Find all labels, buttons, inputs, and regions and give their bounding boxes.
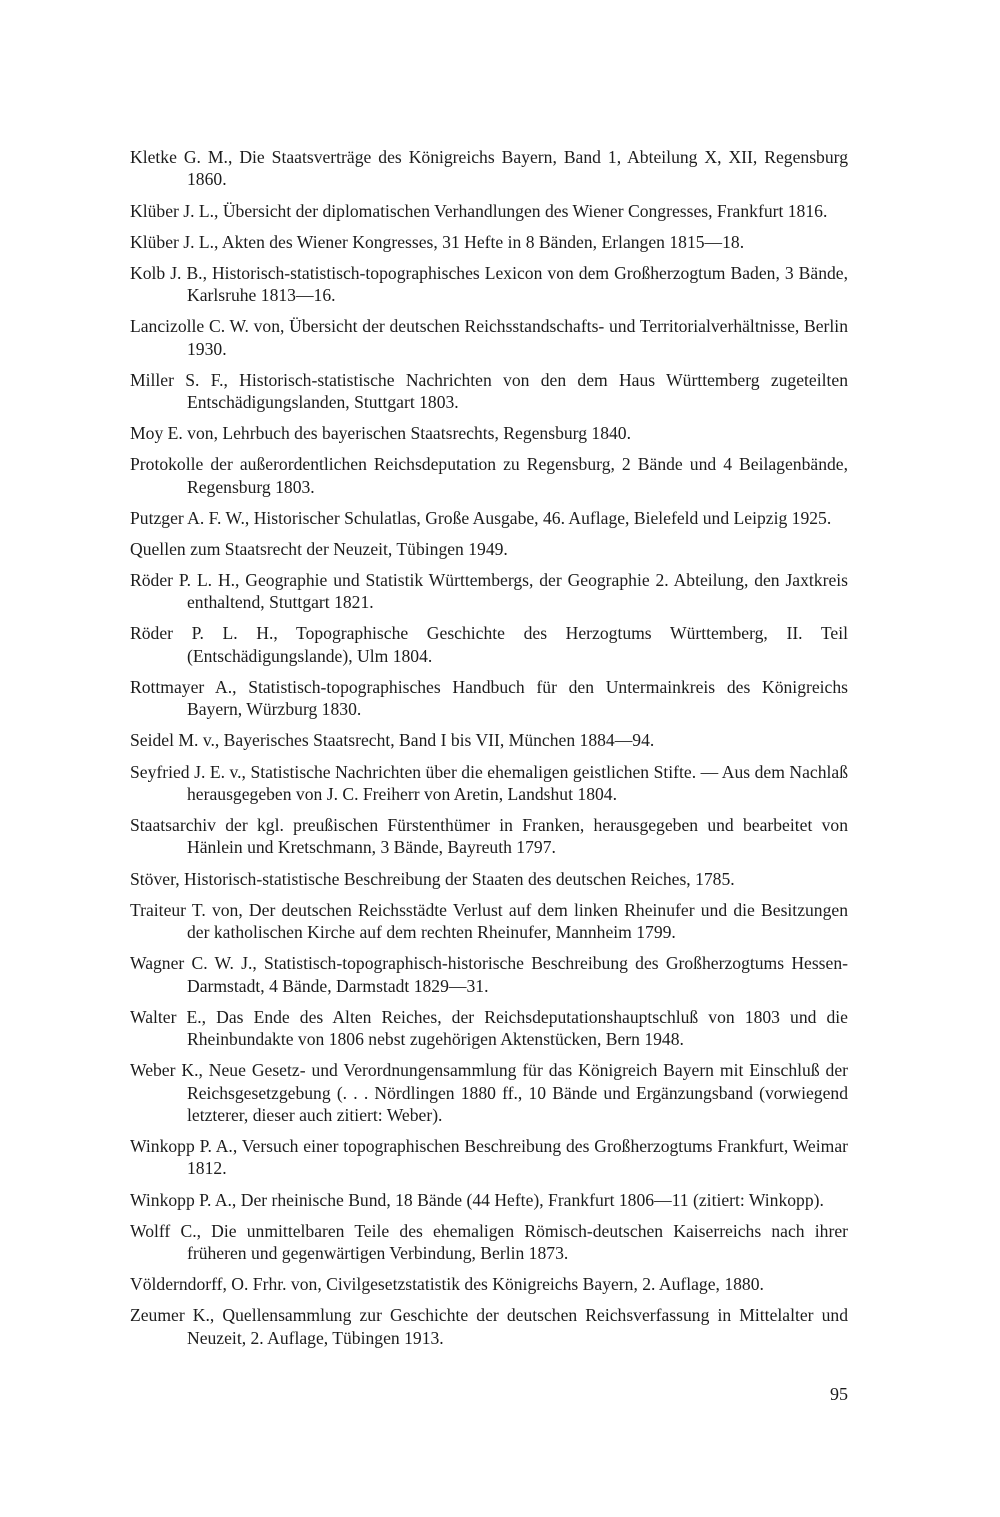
page-number: 95 — [830, 1384, 848, 1404]
bibliography-entry: Zeumer K., Quellensammlung zur Geschichte der deutschen Reichsverfassung in Mittelalter und Neuzeit, 2. Auflage, Tübingen 1913. — [130, 1305, 848, 1348]
bibliography-entry: Röder P. L. H., Topographische Geschichte des Herzogtums Württemberg, II. Teil (Entschädigungslande), Ulm 1804. — [130, 623, 848, 666]
bibliography-entry: Klüber J. L., Akten des Wiener Kongresses, 31 Hefte in 8 Bänden, Erlangen 1815—18. — [130, 231, 745, 252]
bibliography-entry: Rottmayer A., Statistisch-topographisches Handbuch für den Untermainkreis des Königreichs Bayern, Würzburg 1830. — [130, 676, 848, 720]
bibliography-entry: Moy E. von, Lehrbuch des bayerischen Staatsrechts, Regensburg 1840. — [130, 423, 631, 444]
bibliography-entry: Putzger A. F. W., Historischer Schulatlas, Große Ausgabe, 46. Auflage, Bielefeld und Leipzig 1925. — [130, 507, 832, 528]
bibliography-entry: Staatsarchiv der kgl. preußischen Fürstenthümer in Franken, herausgegeben und bearbeitet von Hänlein und Kretschmann, 3 Bände, Bayreuth 1797. — [130, 815, 848, 858]
bibliography-entry: Stöver, Historisch-statistische Beschreibung der Staaten des deutschen Reiches, 1785. — [130, 868, 735, 889]
bibliography-entry: Kletke G. M., Die Staatsverträge des Königreichs Bayern, Band 1, Abteilung X, XII, Regensburg 1860. — [130, 147, 848, 190]
bibliography-entry: Winkopp P. A., Der rheinische Bund, 18 Bände (44 Hefte), Frankfurt 1806—11 (zitiert: Winkopp). — [130, 1189, 824, 1210]
bibliography-entry: Weber K., Neue Gesetz- und Verordnungensammlung für das Königreich Bayern mit Einschluß der Reichsgesetzgebung (. . . Nördlingen 1880 ff., 10 Bände und Ergänzungsband (vorwiegend letzterer, dieser auch zitiert: Weber). — [130, 1060, 848, 1125]
bibliography-entry: Wolff C., Die unmittelbaren Teile des ehemaligen Römisch-deutschen Kaiserreichs nach ihrer früheren und gegenwärtigen Verbindung, Berlin 1873. — [130, 1220, 848, 1264]
bibliography-entry: Lancizolle C. W. von, Übersicht der deutschen Reichsstandschafts- und Territorialverhältnisse, Berlin 1930. — [130, 316, 848, 359]
bibliography-entry: Winkopp P. A., Versuch einer topographischen Beschreibung des Großherzogtums Frankfurt, Weimar 1812. — [130, 1136, 848, 1179]
bibliography-entry: Quellen zum Staatsrecht der Neuzeit, Tübingen 1949. — [130, 538, 508, 559]
bibliography-entry: Kolb J. B., Historisch-statistisch-topographisches Lexicon von dem Großherzogtum Baden, 3 Bände, Karlsruhe 1813—16. — [130, 262, 848, 306]
bibliography-entry: Röder P. L. H., Geographie und Statistik Württembergs, der Geographie 2. Abteilung, den Jaxtkreis enthaltend, Stuttgart 1821. — [130, 569, 848, 613]
bibliography-entry: Seidel M. v., Bayerisches Staatsrecht, Band I bis VII, München 1884—94. — [130, 730, 655, 751]
bibliography-entry: Traiteur T. von, Der deutschen Reichsstädte Verlust auf dem linken Rheinufer und die Besitzungen der katholischen Kirche auf dem rechten Rheinufer, Mannheim 1799. — [130, 899, 848, 943]
bibliography-list — [130, 146, 848, 1358]
bibliography-entry: Klüber J. L., Übersicht der diplomatischen Verhandlungen des Wiener Congresses, Frankfurt 1816. — [130, 200, 828, 221]
bibliography-entry: Völderndorff, O. Frhr. von, Civilgesetzstatistik des Königreichs Bayern, 2. Auflage, 1880. — [130, 1274, 764, 1295]
bibliography-entry: Miller S. F., Historisch-statistische Nachrichten von den dem Haus Württemberg zugeteilten Entschädigungslanden, Stuttgart 1803. — [130, 369, 848, 413]
bibliography-entry: Walter E., Das Ende des Alten Reiches, der Reichsdeputationshauptschluß von 1803 und die Rheinbundakte von 1806 nebst zugehörigen Aktenstücken, Bern 1948. — [130, 1006, 848, 1050]
bibliography-entry: Wagner C. W. J., Statistisch-topographisch-historische Beschreibung des Großherzogtums Hessen-Darmstadt, 4 Bände, Darmstadt 1829—31. — [130, 953, 848, 996]
bibliography-entry: Protokolle der außerordentlichen Reichsdeputation zu Regensburg, 2 Bände und 4 Beilagenbände, Regensburg 1803. — [130, 454, 848, 497]
bibliography-entry: Seyfried J. E. v., Statistische Nachrichten über die ehemaligen geistlichen Stifte. — Aus dem Nachlaß herausgegeben von J. C. Freiherr von Aretin, Landshut 1804. — [130, 761, 848, 804]
